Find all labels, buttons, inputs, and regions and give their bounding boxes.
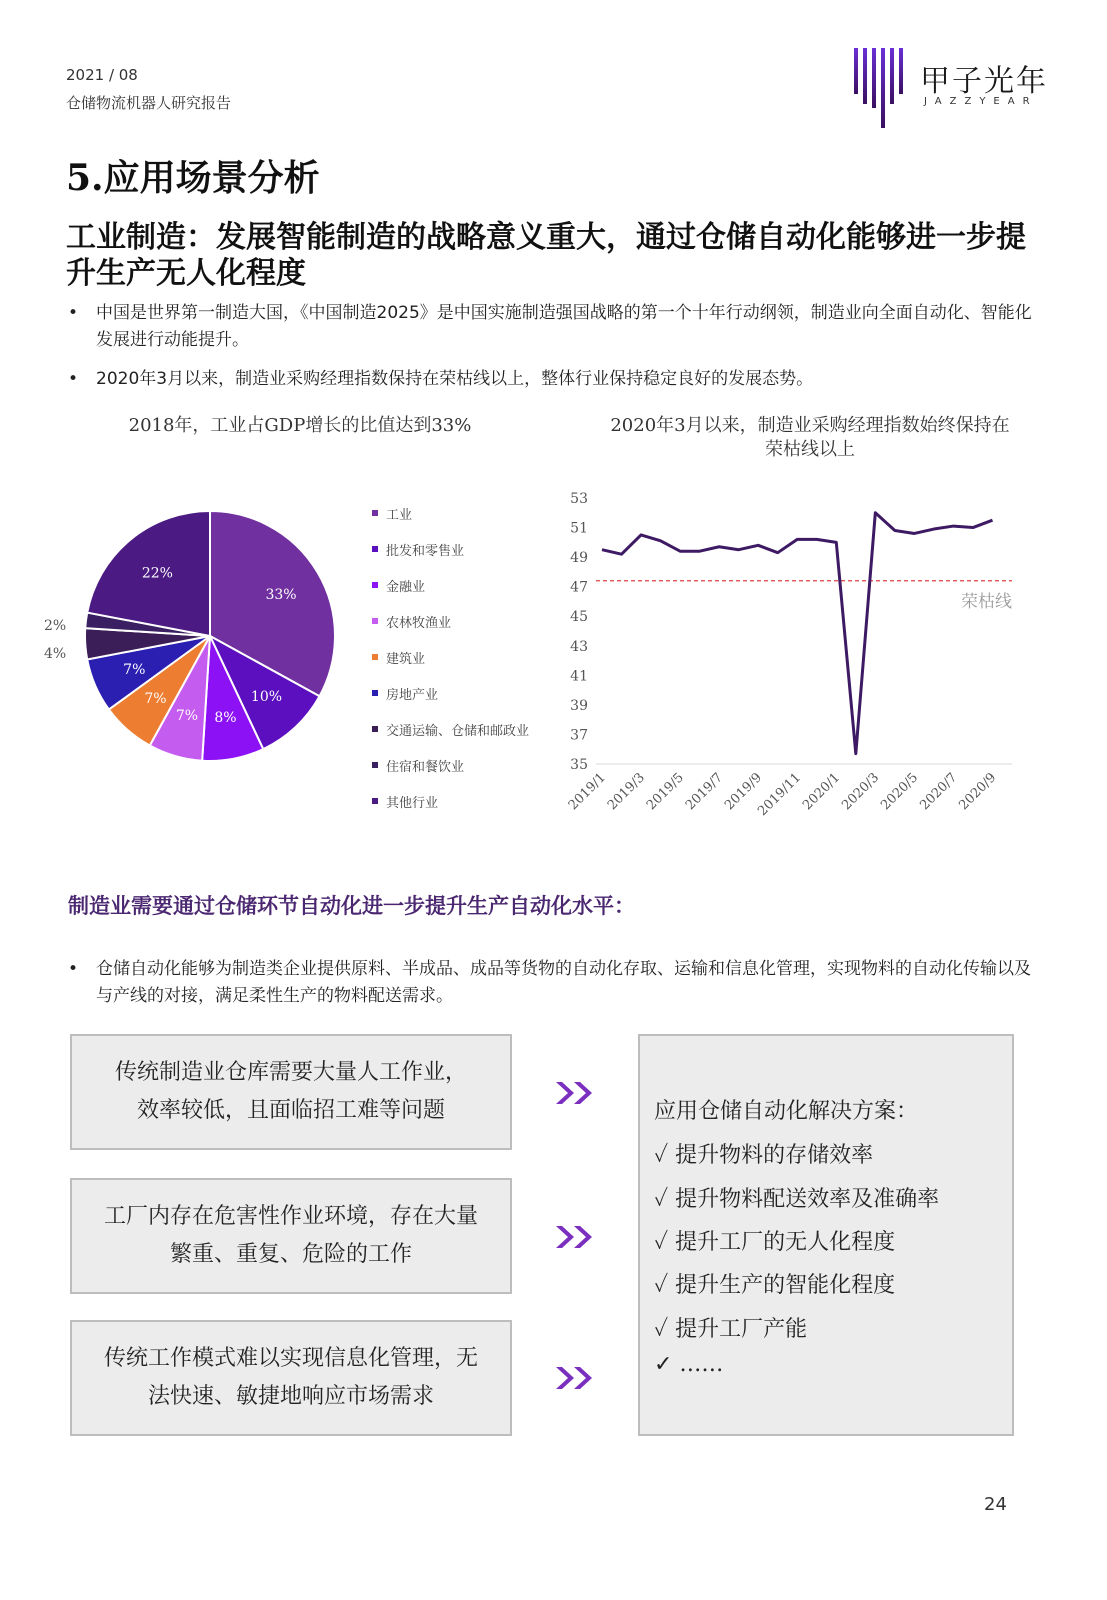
- pie-slice-label: 22%: [141, 565, 173, 582]
- problem-box: [70, 1034, 512, 1150]
- legend-label: 房地产业: [386, 688, 439, 703]
- bullet-dot: •: [68, 369, 79, 389]
- legend-label: 住宿和餐饮业: [386, 760, 465, 775]
- legend-label: 农林牧渔业: [386, 616, 452, 631]
- bullet-text: 中国是世界第一制造大国，《中国制造2025》是中国实施制造强国战略的第一个十年行动纲领，制造业向全面自动化、智能化发展进行动能提升。: [96, 303, 1032, 350]
- solution-item: ✓ 提升物料配送效率及准确率: [654, 1187, 940, 1212]
- logo-text-en: JAZZYEAR: [924, 96, 1038, 107]
- x-tick-label: 2020/5: [878, 770, 922, 814]
- page-number: 24: [984, 1494, 1007, 1515]
- double-chevron-right-icon: [552, 1222, 600, 1252]
- legend-label: 金融业: [386, 580, 426, 595]
- legend-label: 交通运输、仓储和邮政业: [386, 724, 530, 739]
- pie-slice-label: 10%: [250, 689, 283, 706]
- y-tick-label: 37: [570, 727, 588, 744]
- line-chart: [550, 480, 1030, 840]
- section-title: 5.应用场景分析: [66, 157, 320, 199]
- line-chart-title: 2020年3月以来，制造业采购经理指数始终保持在荣枯线以上: [610, 415, 1010, 460]
- reference-line-label: 荣枯线: [961, 591, 1012, 612]
- bullet-dot: •: [68, 303, 79, 323]
- legend-swatch: [372, 582, 378, 588]
- y-tick-label: 39: [570, 697, 588, 714]
- legend-label: 批发和零售业: [386, 544, 465, 559]
- legend-swatch: [372, 510, 378, 516]
- solution-item: ✓ 提升工厂产能: [654, 1317, 808, 1342]
- x-tick-label: 2019/7: [683, 770, 726, 814]
- pmi-line: [602, 513, 992, 754]
- legend-label: 其他行业: [386, 796, 439, 811]
- problem-text: 效率较低，且面临招工难等问题: [136, 1098, 445, 1123]
- solution-item: ✓ 提升工厂的无人化程度: [654, 1230, 896, 1255]
- pie-slice-label: 8%: [214, 710, 237, 727]
- pie-chart: [40, 510, 350, 780]
- problem-text: 传统工作模式难以实现信息化管理，无: [103, 1346, 478, 1371]
- pie-slice-label: 4%: [44, 646, 67, 662]
- solution-box: [638, 1034, 1014, 1436]
- x-tick-label: 2020/9: [956, 770, 1000, 814]
- page-title: 工业制造：发展智能制造的战略意义重大，通过仓储自动化能够进一步提升生产无人化程度: [66, 220, 1026, 291]
- legend-swatch: [372, 798, 378, 804]
- y-tick-label: 53: [570, 491, 588, 507]
- bullet-text: 2020年3月以来，制造业采购经理指数保持在荣枯线以上，整体行业保持稳定良好的发展态势。: [96, 369, 814, 389]
- pie-slice-label: 7%: [175, 708, 199, 725]
- double-chevron-right-icon: [552, 1078, 600, 1108]
- pie-slice-label: 2%: [44, 618, 67, 634]
- logo-mark-icon: [852, 42, 914, 132]
- legend-swatch: [372, 618, 378, 624]
- problem-box: [70, 1178, 512, 1294]
- x-tick-label: 2019/1: [565, 770, 609, 814]
- jazzyear-logo: [852, 42, 1052, 132]
- x-tick-label: 2020/1: [800, 770, 844, 814]
- x-tick-label: 2019/3: [604, 770, 648, 814]
- double-chevron-right-icon: [552, 1363, 600, 1393]
- solution-title: 应用仓储自动化解决方案：: [654, 1099, 919, 1124]
- bullet-item: [66, 300, 1046, 354]
- pie-slice-label: 7%: [144, 690, 167, 707]
- pie-chart-title: 2018年，工业占GDP增长的比值达到33%: [128, 415, 472, 436]
- legend-swatch: [372, 762, 378, 768]
- logo-text-cn: 甲子光年: [920, 64, 1048, 99]
- legend-label: 建筑业: [386, 652, 426, 667]
- y-tick-label: 35: [570, 757, 588, 773]
- bullet-text: 仓储自动化能够为制造类企业提供原料、半成品、成品等货物的自动化存取、运输和信息化管理，实现物料的自动化传输以及与产线的对接，满足柔性生产的物料配送需求。: [96, 959, 1031, 1006]
- x-tick-label: 2019/5: [643, 770, 687, 814]
- problem-text: 繁重、重复、危险的工作: [169, 1242, 412, 1267]
- problem-text: 法快速、敏捷地响应市场需求: [147, 1384, 434, 1409]
- y-tick-label: 41: [570, 668, 588, 685]
- legend-swatch: [372, 546, 378, 552]
- legend-swatch: [372, 654, 378, 660]
- legend-swatch: [372, 690, 378, 696]
- solution-item: ✓ 提升物料的存储效率: [654, 1143, 874, 1168]
- y-tick-label: 45: [570, 609, 588, 626]
- problem-box: [70, 1320, 512, 1436]
- y-tick-label: 47: [570, 579, 588, 596]
- bullet-item: [66, 366, 1046, 393]
- legend-label: 工业: [386, 508, 413, 523]
- x-tick-label: 2020/3: [839, 770, 883, 814]
- y-tick-label: 49: [570, 550, 588, 567]
- problem-text: 传统制造业仓库需要大量人工作业，: [114, 1060, 467, 1085]
- x-tick-label: 2019/11: [755, 770, 805, 820]
- report-title: 仓储物流机器人研究报告: [66, 94, 232, 112]
- pie-slice-label: 7%: [123, 661, 146, 678]
- x-tick-label: 2019/9: [722, 770, 766, 814]
- solution-item: ✓ ……: [654, 1352, 724, 1377]
- report-date: 2021 / 08: [66, 66, 138, 84]
- bullet-item: [66, 956, 1046, 1010]
- solution-item: ✓ 提升生产的智能化程度: [654, 1273, 896, 1298]
- pie-slice-label: 33%: [265, 587, 297, 604]
- bullet-dot: •: [68, 959, 79, 979]
- y-tick-label: 43: [570, 638, 588, 655]
- sub-heading: 制造业需要通过仓储环节自动化进一步提升生产自动化水平：: [68, 893, 635, 918]
- y-tick-label: 51: [570, 520, 588, 537]
- x-tick-label: 2020/7: [917, 770, 961, 814]
- problem-text: 工厂内存在危害性作业环境，存在大量: [103, 1204, 478, 1229]
- legend-swatch: [372, 726, 378, 732]
